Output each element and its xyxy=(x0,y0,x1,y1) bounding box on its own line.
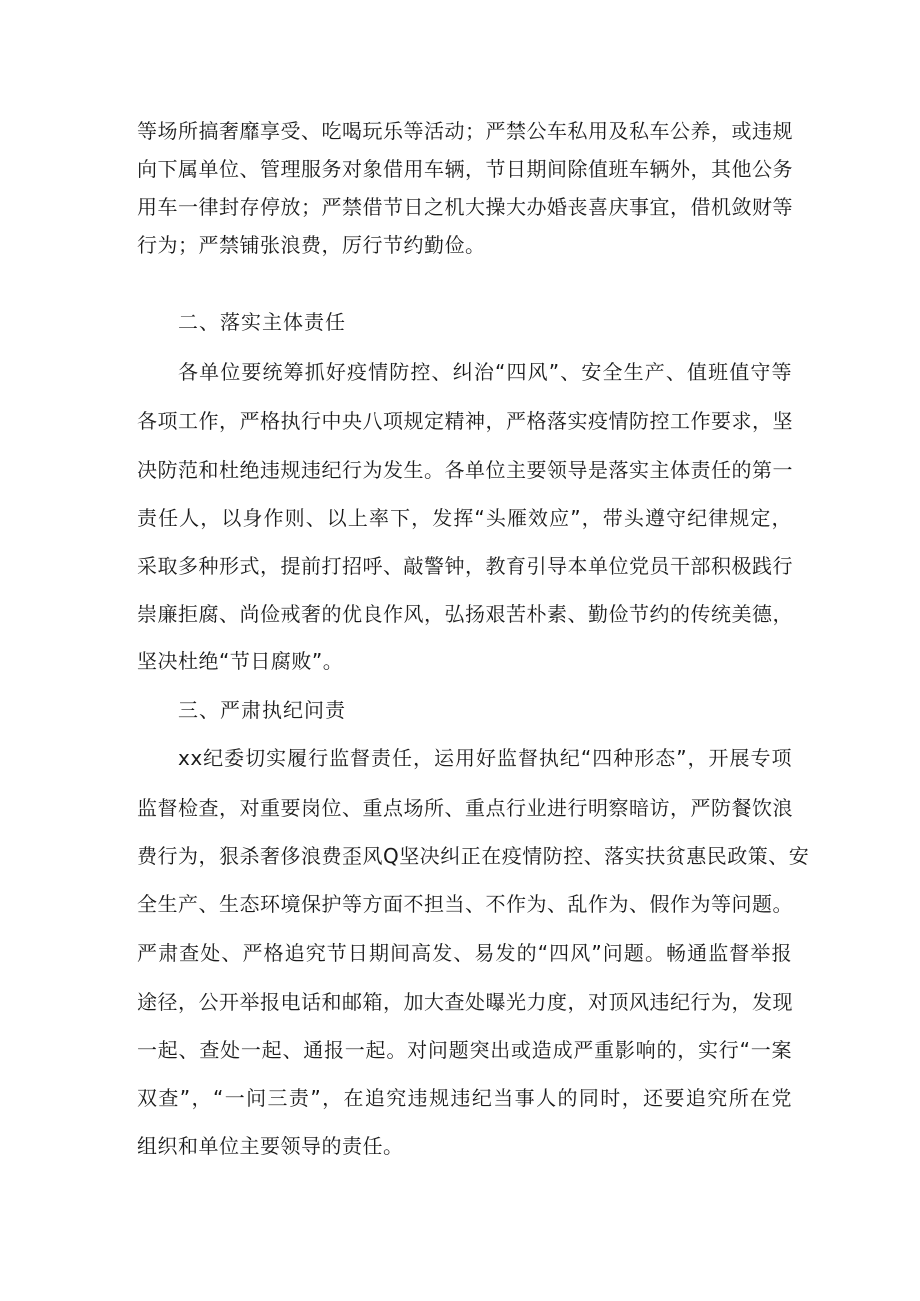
body-text-line: xx纪委切实履行监督责任，运用好监督执纪“四种形态”，开展专项 xyxy=(178,746,792,770)
body-text-line: 向下属单位、管理服务对象借用车辆，节日期间除值班车辆外，其他公务 xyxy=(137,157,793,181)
body-text-line: 决防范和杜绝违规违纪行为发生。各单位主要领导是落实主体责任的第一 xyxy=(137,458,793,482)
body-text-line: 监督检查，对重要岗位、重点场所、重点行业进行明察暗访，严防餐饮浪 xyxy=(137,796,793,820)
body-text-line: 双查”，“一问三责”，在追究违规违纪当事人的同时，还要追究所在党 xyxy=(137,1086,792,1110)
body-text-line: 一起、查处一起、通报一起。对问题突出或造成严重影响的，实行“一案 xyxy=(137,1038,792,1062)
body-text-line: 崇廉拒腐、尚俭戒奢的优良作风，弘扬艰苦朴素、勤俭节约的传统美德， xyxy=(137,602,793,626)
body-text-line: 途径，公开举报电话和邮箱，加大查处曝光力度，对顶风违纪行为，发现 xyxy=(137,990,793,1014)
section-heading-2: 二、落实主体责任 xyxy=(178,310,346,334)
body-text-line: 等场所搞奢靡享受、吃喝玩乐等活动；严禁公车私用及私车公养，或违规 xyxy=(137,119,793,143)
body-text-line: 用车一律封存停放；严禁借节日之机大操大办婚丧喜庆事宜，借机敛财等 xyxy=(137,195,793,219)
body-text-line: 行为；严禁铺张浪费，厉行节约勤俭。 xyxy=(137,233,486,257)
body-text-line: 各项工作，严格执行中央八项规定精神，严格落实疫情防控工作要求，坚 xyxy=(137,409,793,433)
body-text-line: 全生产、生态环境保护等方面不担当、不作为、乱作为、假作为等问题。 xyxy=(137,892,793,916)
body-text-line: 采取多种形式，提前打招呼、敲警钟，教育引导本单位党员干部积极践行 xyxy=(137,554,793,578)
body-text-line: 各单位要统筹抓好疫情防控、纠治“四风”、安全生产、值班值守等 xyxy=(178,360,792,384)
body-text-line: 组织和单位主要领导的责任。 xyxy=(137,1134,404,1158)
body-text-line: 费行为，狠杀奢侈浪费歪风Q坚决纠正在疫情防控、落实扶贫惠民政策、安 xyxy=(137,844,810,868)
section-heading-3: 三、严肃执纪问责 xyxy=(178,698,346,722)
body-text-line: 坚决杜绝“节日腐败”。 xyxy=(137,649,344,673)
body-text-line: 责任人，以身作则、以上率下，发挥“头雁效应”，带头遵守纪律规定， xyxy=(137,506,792,530)
body-text-line: 严肃查处、严格追究节日期间高发、易发的“四风”问题。畅通监督举报 xyxy=(137,941,792,965)
